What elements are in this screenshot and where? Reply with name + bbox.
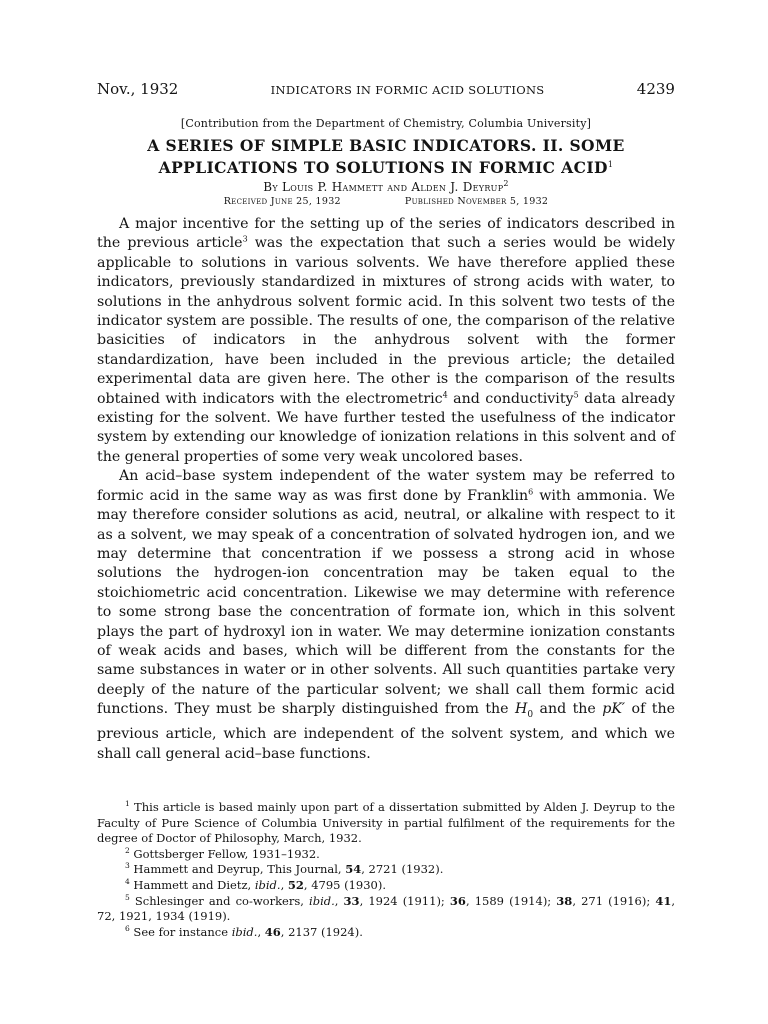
footnote-text: , 1924 (1911); (359, 893, 450, 908)
running-head (97, 80, 675, 98)
title-line-2 (97, 155, 675, 177)
p2-text-4: of the previous article, which are independent of the solvent system, and which we shall call general acid–base functions. (97, 701, 675, 762)
footnote-text: This article is based mainly upon part of a dissertation submitted by Alden J. Deyrup to the Faculty of Pure Science of Columbia University in partial fulfilment of the requirements for the degree of Doctor of Philosophy, March, 1932. (97, 800, 675, 846)
footnote-text: , 2137 (1924). (280, 924, 363, 939)
volume-number: 36 (449, 893, 466, 908)
footnote-ref-5: 5 (573, 389, 579, 399)
h-variable: H (514, 701, 528, 718)
byline (97, 179, 675, 194)
volume-number: 54 (345, 862, 362, 877)
received-date: Received June 25, 1932 (223, 196, 341, 207)
paragraph-2 (97, 467, 675, 764)
article-body (97, 215, 675, 764)
footnote-mark: 5 (125, 892, 130, 902)
pk-variable: pK′ (602, 701, 626, 718)
footnote-4 (97, 878, 675, 894)
dates-line (97, 196, 675, 207)
footnote-mark: 6 (125, 923, 130, 933)
running-title: INDICATORS IN FORMIC ACID SOLUTIONS (270, 83, 545, 97)
title-line-2-text: APPLICATIONS TO SOLUTIONS IN FORMIC ACID (158, 158, 608, 178)
footnotes (97, 800, 675, 940)
footnote-ref-6: 6 (528, 486, 534, 496)
footnote-text: Gottsberger Fellow, 1931–1932. (129, 846, 320, 861)
ibid-text: ibid. (231, 924, 258, 939)
footnote-text: Hammett and Dietz, (129, 877, 255, 892)
h-subscript: 0 (527, 709, 534, 720)
volume-number: 41 (655, 893, 672, 908)
p1-text-2: was the expectation that such a series would be widely applicable to solutions in various solvents. We have therefore applied these indicators, previously standardized in mixtures of strong acids with water, to solutions in the anhydrous solvent formic acid. In this solvent two tests of the indicator system are possible. The results of one, the comparison of the relative basicities of indicators in the anhydrous solvent with the former standardization, have been included in the previous article; the detailed experimental data are given here. The other is the comparison of the results obtained with indicators with the electrometric (97, 235, 675, 407)
issue-date: Nov., 1932 (97, 80, 179, 98)
paragraph-1 (97, 215, 675, 467)
footnote-ref-3: 3 (242, 234, 248, 244)
ibid-text: ibid. (254, 877, 281, 892)
footnote-text: , (257, 924, 265, 939)
footnote-mark: 1 (125, 799, 130, 809)
footnote-text: , 1589 (1914); (465, 893, 557, 908)
contribution-line (97, 117, 675, 130)
footnote-text: , 2721 (1932). (361, 862, 444, 877)
published-date: Published November 5, 1932 (404, 196, 549, 207)
footnote-2 (97, 847, 675, 863)
ibid-text: ibid. (309, 893, 335, 908)
contribution-text: [Contribution from the Department of Chemistry, Columbia University] (180, 117, 592, 130)
footnote-1 (97, 800, 675, 847)
p1-text-3: and conductivity (447, 390, 574, 407)
footnote-text: , (280, 877, 288, 892)
volume-number: 52 (287, 877, 304, 892)
p2-text-3: and the (533, 701, 603, 718)
footnote-text: Schlesinger and co-workers, (129, 893, 310, 908)
footnote-text: , (334, 893, 344, 908)
p2-text-2: with ammonia. We may therefore consider solutions as acid, neutral, or alkaline with respect to it as a solvent, we may speak of a concentration of solvated hydrogen ion, and we may determine that concentration if we possess a strong acid in whose solutions the hydrogen-ion concentration may be taken equal to the stoichiometric acid concentration. Likewise we may determine with reference to some strong base the concentration of formate ion, which in this solvent plays the part of hydroxyl ion in water. We may determine ionization constants of weak acids and bases, which will be different from the constants for the same substances in water or in other solvents. All such quantities partake very deeply of the nature of the particular solvent; we shall call them formic acid functions. They must be sharply distinguished from the (97, 487, 675, 718)
footnote-ref-4: 4 (442, 389, 448, 399)
volume-number: 33 (343, 893, 360, 908)
footnote-6 (97, 925, 675, 941)
volume-number: 46 (264, 924, 281, 939)
footnote-text: , 72, 1921, 1934 (1919). (97, 893, 676, 924)
page-number: 4239 (636, 80, 675, 98)
title-footnote-mark: 1 (607, 160, 614, 169)
article-title (97, 136, 675, 177)
authors: By Louis P. Hammett and Alden J. Deyrup (263, 180, 504, 194)
footnote-text: See for instance (129, 924, 232, 939)
footnote-text: Hammett and Deyrup, This Journal, (129, 862, 346, 877)
footnote-mark: 2 (125, 845, 130, 855)
p1-text-1: A major incentive for the setting up of the series of indicators described in the previous article (97, 216, 675, 252)
title-line-1: A SERIES OF SIMPLE BASIC INDICATORS. II. SOME (147, 136, 625, 155)
footnote-mark: 4 (125, 877, 130, 887)
footnote-text: , 271 (1916); (572, 893, 656, 908)
footnote-mark: 3 (125, 861, 130, 871)
byline-footnote-mark: 2 (503, 179, 509, 188)
footnote-3 (97, 862, 675, 878)
volume-number: 38 (556, 893, 573, 908)
p1-text-4: data already existing for the solvent. We have further tested the usefulness of the indicator system by extending our knowledge of ionization relations in this solvent and of the general properties of some very weak uncolored bases. (97, 390, 676, 465)
footnote-text: , 4795 (1930). (303, 877, 387, 892)
footnote-5 (97, 894, 675, 925)
p2-text-1: An acid–base system independent of the water system may be referred to formic acid in the same way as was first done by Franklin (97, 468, 675, 504)
